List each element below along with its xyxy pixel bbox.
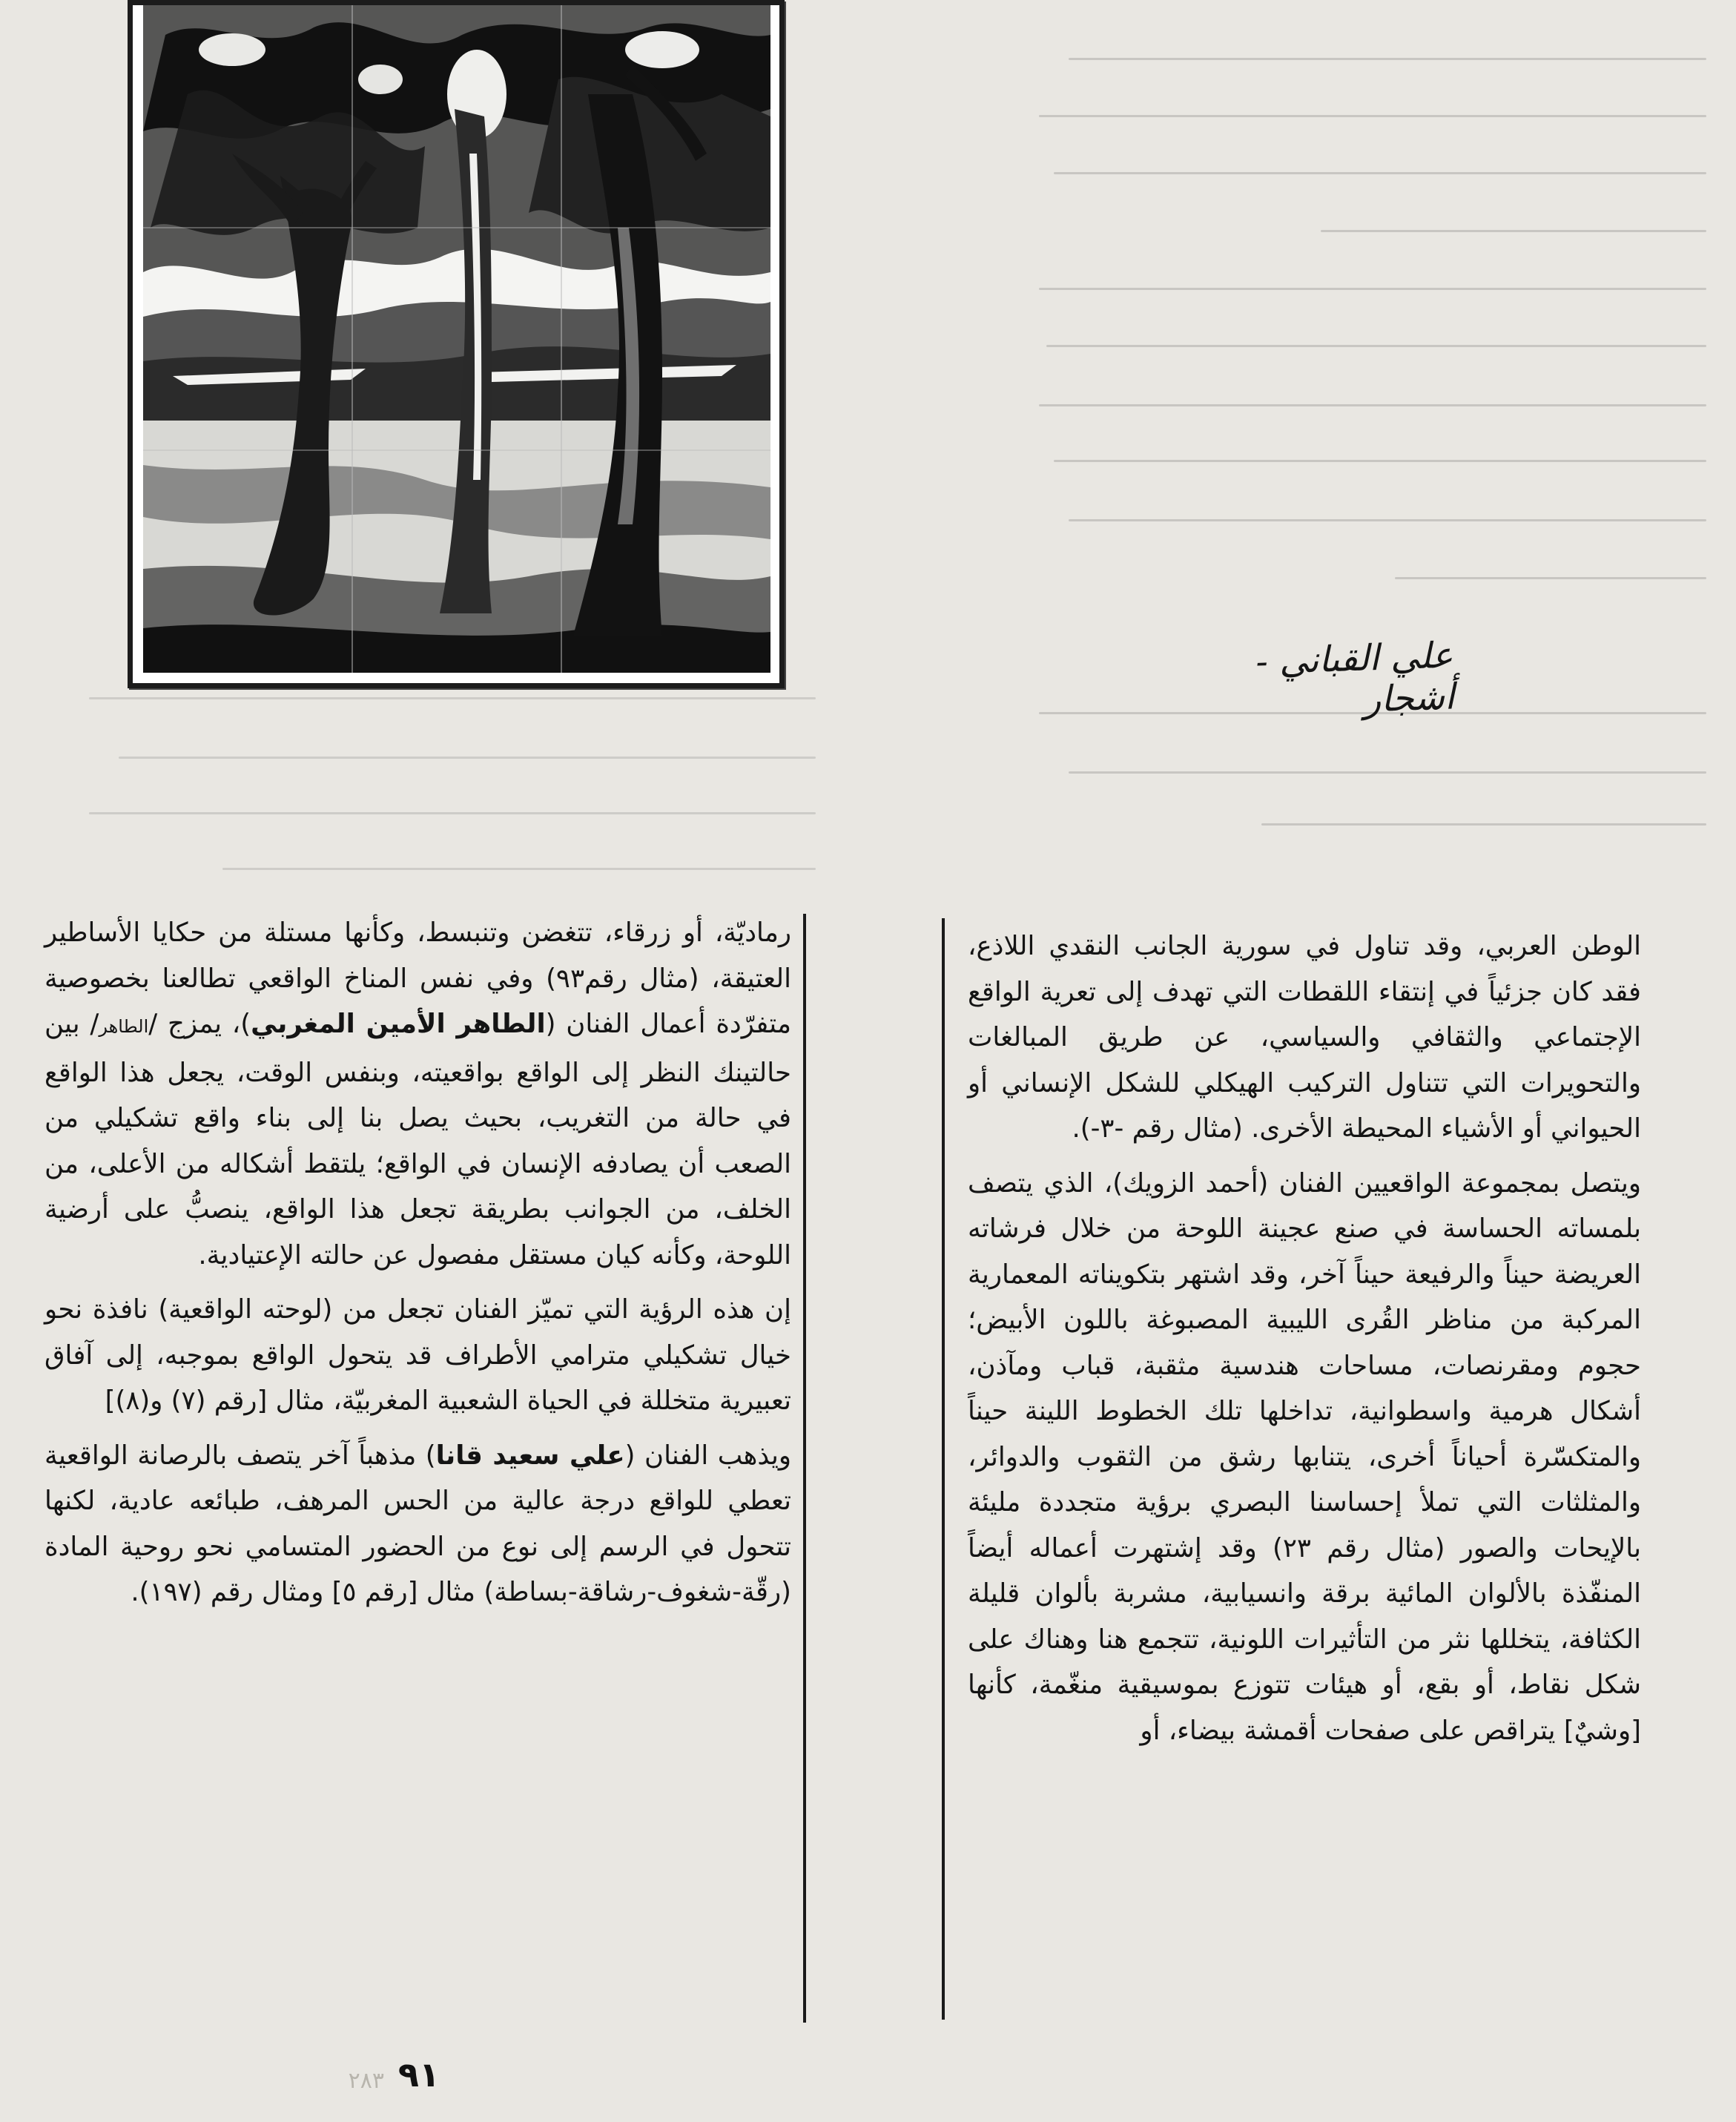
reverse-page-showthrough — [927, 0, 1736, 853]
paragraph: ويتصل بمجموعة الواقعيين الفنان (أحمد الزويك)، الذي يتصف بلمساته الحساسة في صنع عجينة اللوحة من خلال فرشاته العريضة حيناً والرفيعة حيناً آخر، وقد اشتهر بتكويناته المعمارية المركبة من مناظر القُرى الليبية المصبوغة باللون الأبيض؛ حجوم ومقرنصات، مساحات هندسية مثقبة، قباب ومآذن، أشكال هرمية واسطوانية، تداخلها تلك الخطوط اللينة حيناً والمتكسّرة أحياناً أخرى، يتنابها رشق من الثقوب والدوائر، والمثلثات التي تملأ إحساسنا البصري برؤية متجددة مليئة بالإيحات والصور (مثال رقم ٢٣) وقد إشتهرت أعماله أيضاً المنفّذة بالألوان المائية برقة وانسيابية، مشربة بألوان قليلة الكثافة، يتخللها نثر من التأثيرات اللونية، تتجمع هنا وهناك على شكل نقاط، أو بقع، أو هيئات تتوزع بموسيقية منغّمة، كأنها [وشيٌ] يتراقص على صفحات أقمشة بيضاء، أو — [968, 1167, 1641, 1746]
paragraph-text: ويذهب الفنان ( — [624, 1440, 792, 1471]
paragraph-text: رماديّة، أو زرقاء، تتغضن وتنبسط، وكأنها مستلة من حكايا الأساطير العتيقة، (مثال رقم٩٣) وفي نفس المناخ الواقعي تطالعنا بخصوصية متفرّدة أعمال الفنان ( — [44, 917, 791, 1039]
page-number: ٩١ — [397, 2055, 440, 2095]
artist-name: علي سعيد قانا — [435, 1440, 625, 1471]
faded-page-mark: ٢٨٣ — [348, 2068, 384, 2094]
column-divider-left — [803, 914, 806, 2023]
paragraph — [44, 910, 791, 1278]
left-text-column — [44, 910, 791, 1615]
painting-image — [128, 0, 785, 688]
right-text-column — [968, 923, 1641, 1753]
painting-caption: علي القباني - أشجار — [1255, 634, 1456, 721]
reverse-page-showthrough-left — [0, 653, 845, 912]
paragraph-text: )، يمزج / — [148, 1009, 251, 1039]
column-divider-right — [942, 918, 945, 2020]
inline-small-text: الطاهر — [99, 1016, 149, 1037]
tree-painting-icon — [143, 5, 770, 673]
artist-name: الطاهر الأمين المغربي — [251, 1009, 546, 1039]
paragraph — [44, 1433, 791, 1615]
paragraph-text: ) مذهباً آخر يتصف بالرصانة الواقعية تعطي للواقع درجة عالية من الحس المرهف، طبائعه عادية، لكنها تتحول في الرسم إلى نوع من الحضور المتسامي نحو روحية المادة (رقّة-شغوف-رشاقة-بساطة) مثال [رقم ٥] ومثال رقم (١٩٧). — [44, 1440, 791, 1607]
paragraph-text: / بين حالتينك النظر إلى الواقع بواقعيته، وبنفس الوقت، يجعل هذا الواقع في حالة من التغريب، بحيث يصل بنا إلى بناء واقع تشكيلي من الصعب أن يصادفه الإنسان في الواقع؛ يلتقط أشكاله من الأعلى، من الخلف، من الجوانب بطريقة تجعل هذا الواقع، ينصبُّ على أرضية اللوحة، وكأنه كيان مستقل مفصول عن حالته الإعتيادية. — [44, 1009, 791, 1271]
paragraph: الوطن العربي، وقد تناول في سورية الجانب النقدي اللاذع، فقد كان جزئياً في إنتقاء اللقطات التي تهدف إلى تعرية الواقع الإجتماعي والثقافي والسياسي، عن طريق المبالغات والتحويرات التي تتناول التركيب الهيكلي للشكل الإنساني أو الحيواني أو الأشياء المحيطة الأخرى. (مثال رقم -٣-). — [968, 931, 1641, 1144]
paragraph: إن هذه الرؤية التي تميّز الفنان تجعل من (لوحته الواقعية) نافذة نحو خيال تشكيلي مترامي الأطراف قد يتحول الواقع بموجبه، إلى آفاق تعبيرية متخللة في الحياة الشعبية المغربيّة، مثال [رقم (٧) و(٨)] — [44, 1294, 791, 1416]
